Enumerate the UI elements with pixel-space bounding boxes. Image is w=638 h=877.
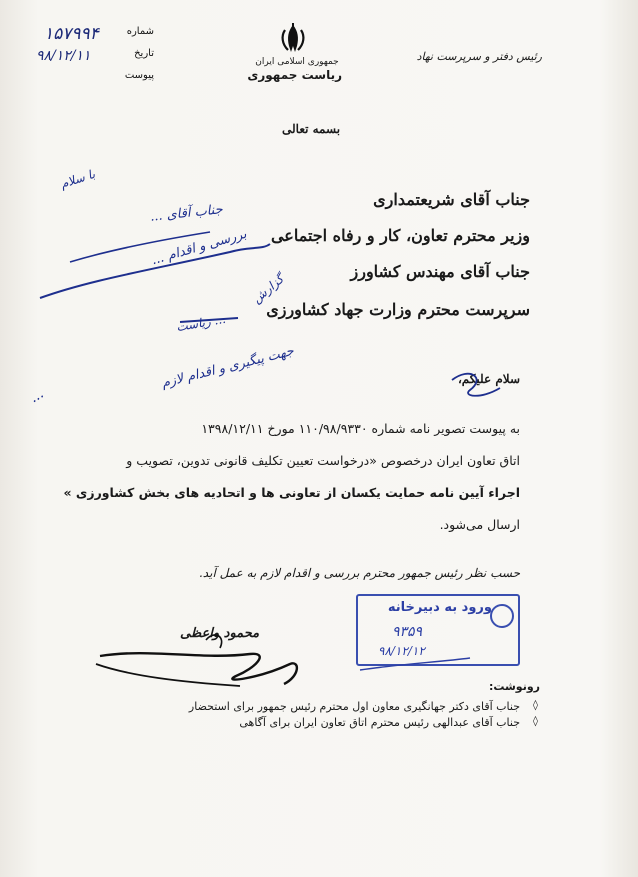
cc-title: رونوشت: <box>488 680 540 693</box>
sender-title: رئیس دفتر و سرپرست نهاد <box>416 50 542 63</box>
handwritten-scribble <box>70 232 210 262</box>
addressee-line: جناب آقای مهندس کشاورز <box>350 262 530 281</box>
body-line: ارسال می‌شود. <box>439 517 520 532</box>
body-line: اتاق تعاون ایران درخصوص «درخواست تعیین تکلیف قانونی تدوین، تصویب و <box>126 453 520 468</box>
cc-item: جناب آقای عبدالهی رئیس محترم اتاق تعاون ایران برای آگاهی <box>239 716 520 729</box>
registration-date-label: تاریخ <box>134 48 154 59</box>
signer-name: محمود واعظی <box>180 626 260 641</box>
handwritten-note: بررسی و اقدام ... <box>149 226 249 269</box>
handwritten-note: گزارش <box>249 272 287 306</box>
country-name: جمهوری اسلامی ایران <box>255 57 339 67</box>
cc-bullet-icon: ◊ <box>533 716 538 727</box>
handwritten-note: ... <box>26 385 47 407</box>
cc-item: جناب آقای دکتر جهانگیری معاون اول محترم رئیس جمهور برای استحضار <box>188 700 520 713</box>
registration-number: ۱۵۷۹۹۴ <box>44 24 99 44</box>
stamp-title: ورود به دبیرخانه <box>387 600 492 615</box>
addressee-line: سرپرست محترم وزارت جهاد کشاورزی <box>266 300 530 319</box>
handwritten-note: با سلام <box>58 166 97 192</box>
registration-date: ۹۸/۱۲/۱۱ <box>36 48 91 64</box>
handwritten-scribble <box>40 244 270 298</box>
handwritten-note: جناب آقای ... <box>149 202 224 225</box>
instruction-line: حسب نظر رئیس جمهور محترم بررسی و اقدام لازم به عمل آید. <box>198 566 520 580</box>
body-line-bold: اجراء آیین نامه حمایت یکسان از تعاونی ها و اتحادیه های بخش کشاورزی » <box>63 485 520 500</box>
addressee-line: جناب آقای شریعتمداری <box>373 190 530 209</box>
stamp-date: ۹۸/۱۲/۱۲ <box>378 644 425 658</box>
registration-attachment-label: پیوست <box>124 70 154 81</box>
handwritten-scribble <box>452 374 500 396</box>
handwritten-note: ... ریاست <box>175 311 227 335</box>
cc-bullet-icon: ◊ <box>533 700 538 711</box>
registration-number-label: شماره <box>126 26 154 37</box>
handwritten-note: جهت پیگیری و اقدام لازم <box>160 343 296 392</box>
signature-scribble <box>206 635 222 648</box>
handwritten-scribble <box>360 658 470 670</box>
invocation: بسمه تعالی <box>282 122 341 136</box>
office-name: ریاست جمهوری <box>247 68 342 82</box>
stamp-number: ۹۳۵۹ <box>392 624 423 640</box>
greeting: سلام علیکم، <box>457 372 520 386</box>
body-line: به پیوست تصویر نامه شماره ۱۱۰/۹۸/۹۳۳۰ مورخ ۱۳۹۸/۱۲/۱۱ <box>201 421 520 436</box>
signature-scribble <box>96 664 240 686</box>
signature-scribble <box>100 653 297 684</box>
handwritten-scribble <box>180 318 238 322</box>
addressee-line: وزیر محترم تعاون، کار و رفاه اجتماعی <box>270 226 530 245</box>
